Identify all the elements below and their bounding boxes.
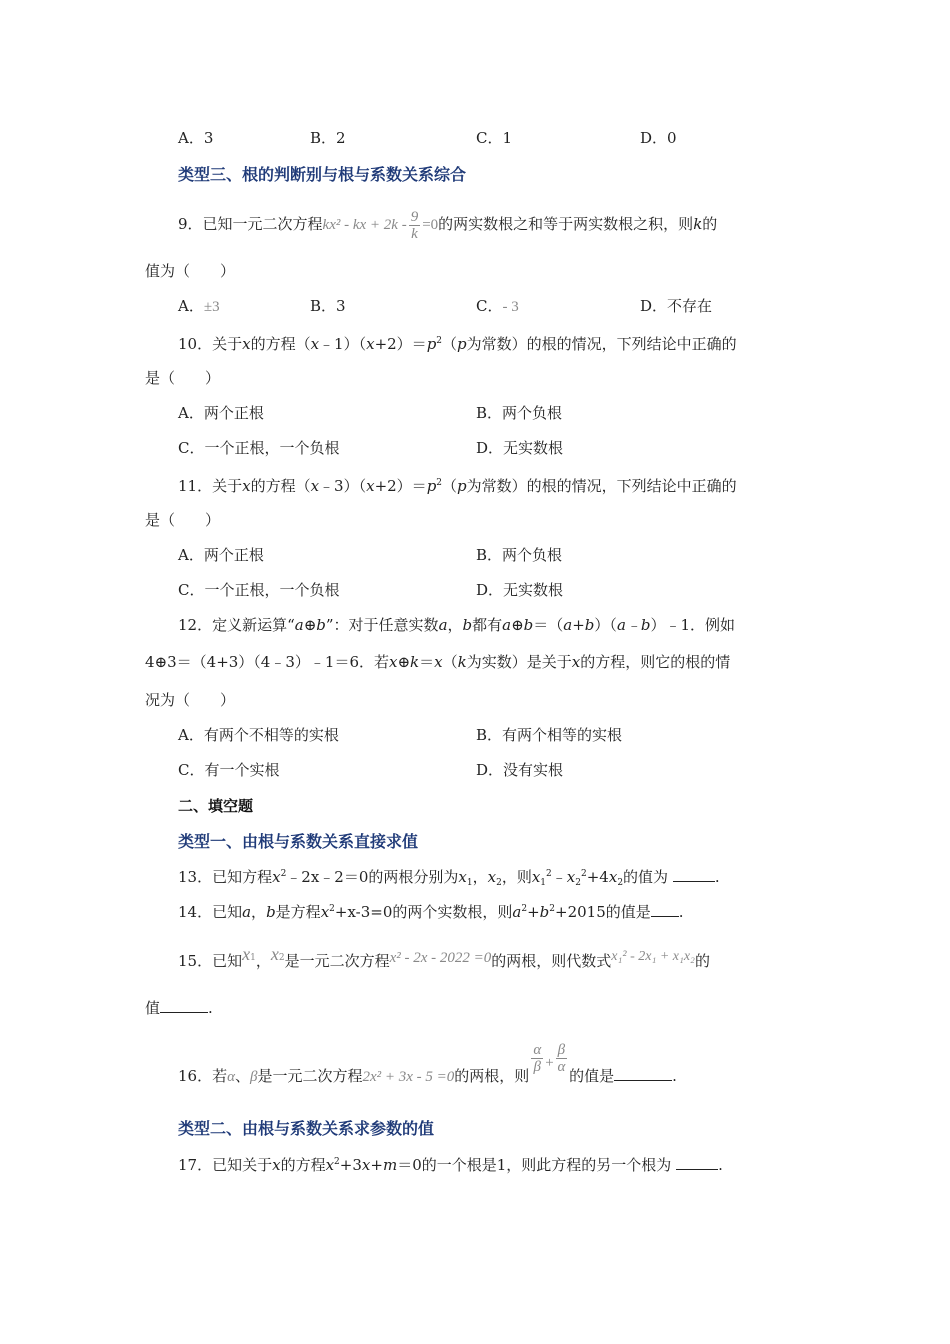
q10-option-d: D．无实数根 (476, 439, 564, 457)
q14-line: 14．已知a，b是方程$x^2+x-3=0$的两个实数根，则$a^2+b^2+2015$的值是 . (178, 903, 684, 921)
q16-equation: 2x² + 3x - 5 =0 (362, 1069, 455, 1085)
q16-fraction-beta-alpha: $\frac{\beta}{\alpha}$ (557, 1042, 566, 1075)
q13-answer-blank[interactable] (673, 867, 715, 882)
q10-line2: 是（ ） (145, 369, 221, 387)
q8-option-b: B．2 (310, 129, 346, 147)
q15-line1: 15．已知$x_1$，$x_2$是一元二次方程x² - 2x - 2022 =0的两根，则代数式x₁² - 2x₁ + x₁x₂的 (178, 944, 710, 970)
q15-equation: x² - 2x - 2022 =0 (389, 950, 492, 966)
q17-line: 17．已知关于x的方程$x^2+3x+m=0$的一个根是1，则此方程的另一个根为 . (178, 1156, 723, 1174)
q8-option-c: C．1 (476, 129, 513, 147)
q10-line1: 10．关于x的方程$(x﹣1)(x+2)=p^2(p$为常数）的根的情况，下列结论中正确的 (178, 335, 737, 353)
q17-answer-blank[interactable] (676, 1155, 718, 1170)
q9-option-b: B．3 (310, 297, 346, 315)
q16-answer-blank[interactable] (614, 1066, 672, 1081)
q12-line2: 4⊕3＝（4+3）（4﹣3）﹣1＝6．若x⊕k＝x（k为实数）是关于x的方程，则它的根的情 (145, 653, 731, 671)
q8-option-d: D．0 (640, 129, 677, 147)
heading-type3: 类型三、根的判断别与根与系数关系综合 (178, 165, 467, 184)
q12-option-b: B．有两个相等的实根 (476, 726, 623, 744)
q12-option-a: A．有两个不相等的实根 (178, 726, 339, 744)
heading-fill-in: 二、填空题 (178, 797, 254, 815)
q16-line: 16．若α、β是一元二次方程2x² + 3x - 5 =0的两根，则 $\frac{\alpha}{\beta}$ + $\frac{\beta}{\alpha}$ 的值是 . (178, 1042, 677, 1085)
q12-option-d: D．没有实根 (476, 761, 564, 779)
q11-line2: 是（ ） (145, 511, 221, 529)
heading-type1: 类型一、由根与系数关系直接求值 (178, 832, 419, 851)
heading-type2: 类型二、由根与系数关系求参数的值 (178, 1119, 435, 1138)
q9-line1: 9．已知一元二次方程kx² - kx + 2k - $\frac{9}{k}$ =0的两实数根之和等于两实数根之积，则k的 (178, 208, 718, 242)
q11-option-d: D．无实数根 (476, 581, 564, 599)
q9-option-d: D．不存在 (640, 297, 713, 315)
q10-option-b: B．两个负根 (476, 404, 563, 422)
q11-option-a: A．两个正根 (178, 546, 264, 564)
q10-option-a: A．两个正根 (178, 404, 264, 422)
q15-line2: 值 . (145, 999, 213, 1017)
q14-answer-blank[interactable] (651, 902, 679, 917)
q11-option-b: B．两个负根 (476, 546, 563, 564)
q12-line1: 12．定义新运算“a⊕b”：对于任意实数a，b都有a⊕b＝（a+b）（a﹣b）﹣1．例如 (178, 616, 736, 634)
q9-fraction: $\frac{9}{k}$ (410, 208, 419, 242)
q11-line1: 11．关于x的方程$(x﹣3)(x+2)=p^2(p$为常数）的根的情况，下列结论中正确的 (178, 477, 737, 495)
q9-line2: 值为（ ） (145, 262, 236, 280)
q9-equation: kx² - kx + 2k - (322, 217, 407, 233)
q9-option-a: A．±3 (178, 297, 220, 315)
q12-option-c: C．有一个实根 (178, 761, 280, 779)
q12-line3: 况为（ ） (145, 691, 236, 709)
q9-option-c: C．- 3 (476, 297, 519, 315)
q11-option-c: C．一个正根，一个负根 (178, 581, 340, 599)
q16-fraction-alpha-beta: $\frac{\alpha}{\beta}$ (533, 1042, 542, 1075)
q8-option-a: A．3 (178, 129, 214, 147)
q13-line: 13．已知方程$x^2﹣2x﹣2=0$的两根分别为$x_1$，$x_2$，则$x_1^2﹣x_2^2+4x_2$的值为 . (178, 868, 720, 888)
q15-expression: x₁² - 2x₁ + x₁x₂ (611, 949, 695, 964)
q15-answer-blank[interactable] (160, 998, 208, 1013)
q10-option-c: C．一个正根，一个负根 (178, 439, 340, 457)
